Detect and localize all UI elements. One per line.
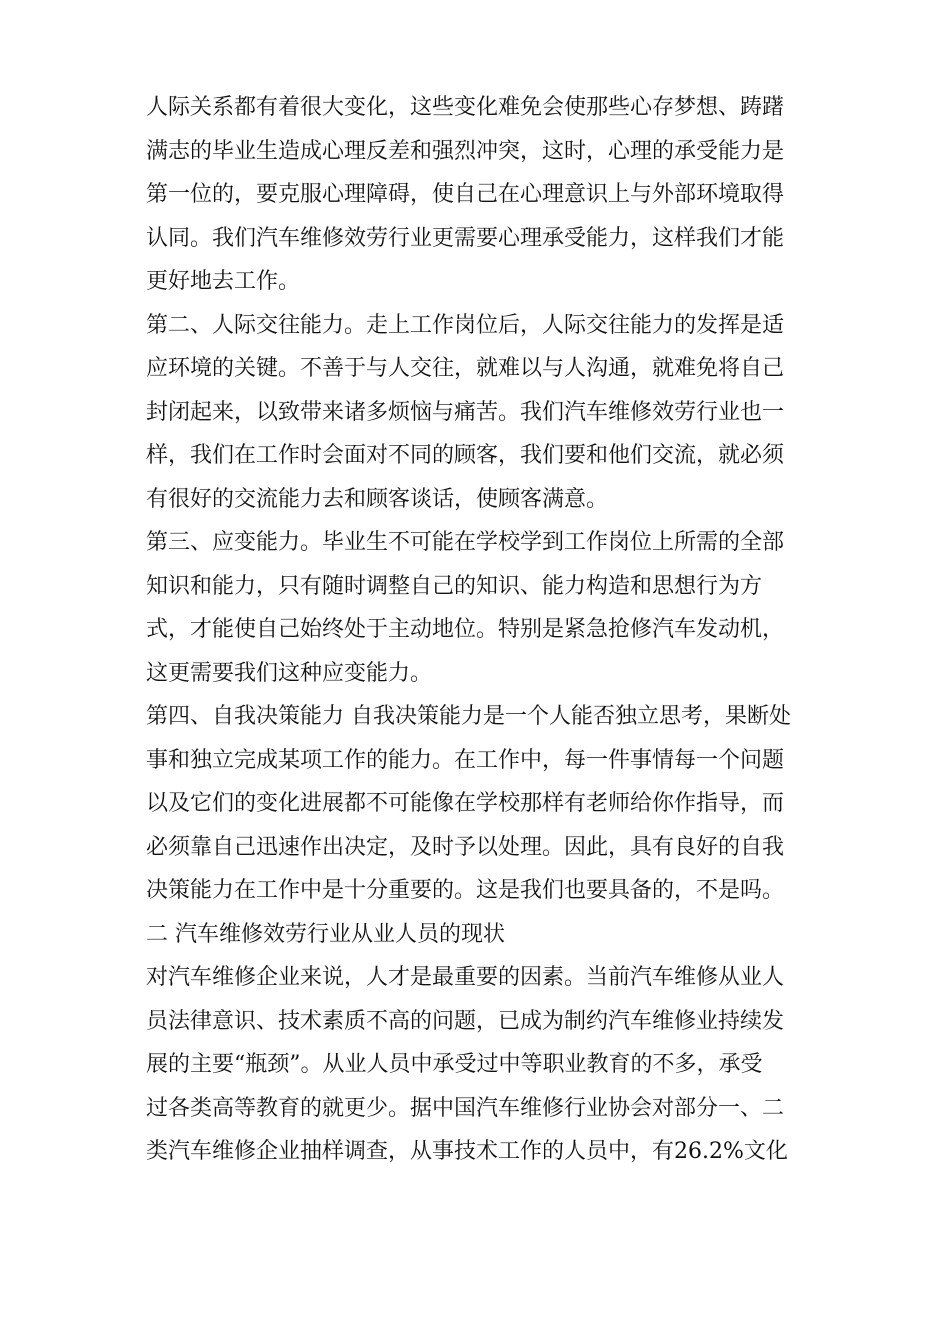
text-line: 认同。我们汽车维修效劳行业更需要心理承受能力，这样我们才能: [146, 225, 785, 251]
text-line: 展的主要“瓶颈”。从业人员中承受过中等职业教育的不多，承受: [146, 1052, 763, 1077]
text-line: 人际关系都有着很大变化，这些变化难免会使那些心存梦想、踌躇: [146, 95, 785, 120]
text-line: 过各类高等教育的就更少。据中国汽车维修行业协会对部分一、二: [146, 1095, 785, 1121]
text-line: 式，才能使自己始终处于主动地位。特别是紧急抢修汽车发动机，: [146, 617, 785, 642]
text-line: 样，我们在工作时会面对不同的顾客，我们要和他们交流，就必须: [146, 443, 785, 468]
text-line: 以及它们的变化进展都不可能像在学校那样有老师给你作指导，而: [146, 791, 785, 816]
text-line: 员法律意识、技术素质不高的问题，已成为制约汽车维修业持续发: [146, 1008, 785, 1034]
body-text: [146, 86, 811, 1174]
text-line: 满志的毕业生造成心理反差和强烈冲突，这时，心理的承受能力是: [146, 138, 785, 164]
text-line: 决策能力在工作中是十分重要的。这是我们也要具备的，不是吗。: [146, 878, 785, 903]
text-line: 事和独立完成某项工作的能力。在工作中，每一件事情每一个问题: [146, 747, 785, 773]
text-line: 这更需要我们这种应变能力。: [146, 660, 433, 686]
section-heading: 二 汽车维修效劳行业从业人员的现状: [146, 921, 505, 947]
text-line: 第二、人际交往能力。走上工作岗位后，人际交往能力的发挥是适: [146, 312, 785, 338]
text-line: 应环境的关键。不善于与人交往，就难以与人沟通，就难免将自己: [146, 356, 785, 381]
text-line: 封闭起来，以致带来诸多烦恼与痛苦。我们汽车维修效劳行业也一: [146, 399, 785, 425]
text-line: 知识和能力，只有随时调整自己的知识、能力构造和思想行为方: [146, 573, 763, 599]
text-line: 必须靠自己迅速作出决定，及时予以处理。因此，具有良好的自我: [146, 834, 785, 860]
text-line: 第一位的，要克服心理障碍，使自己在心理意识上与外部环境取得: [146, 182, 785, 207]
text-line: 更好地去工作。: [146, 269, 301, 294]
text-line: 类汽车维修企业抽样调查，从事技术工作的人员中，有26.2%文化: [146, 1139, 788, 1164]
text-line: 第四、自我决策能力 自我决策能力是一个人能否独立思考，果断处: [146, 704, 791, 729]
text-line: 第三、应变能力。毕业生不可能在学校学到工作岗位上所需的全部: [146, 530, 785, 555]
text-line: 对汽车维修企业来说，人才是最重要的因素。当前汽车维修从业人: [146, 965, 785, 990]
text-line: 有很好的交流能力去和顾客谈话，使顾客满意。: [146, 486, 609, 512]
